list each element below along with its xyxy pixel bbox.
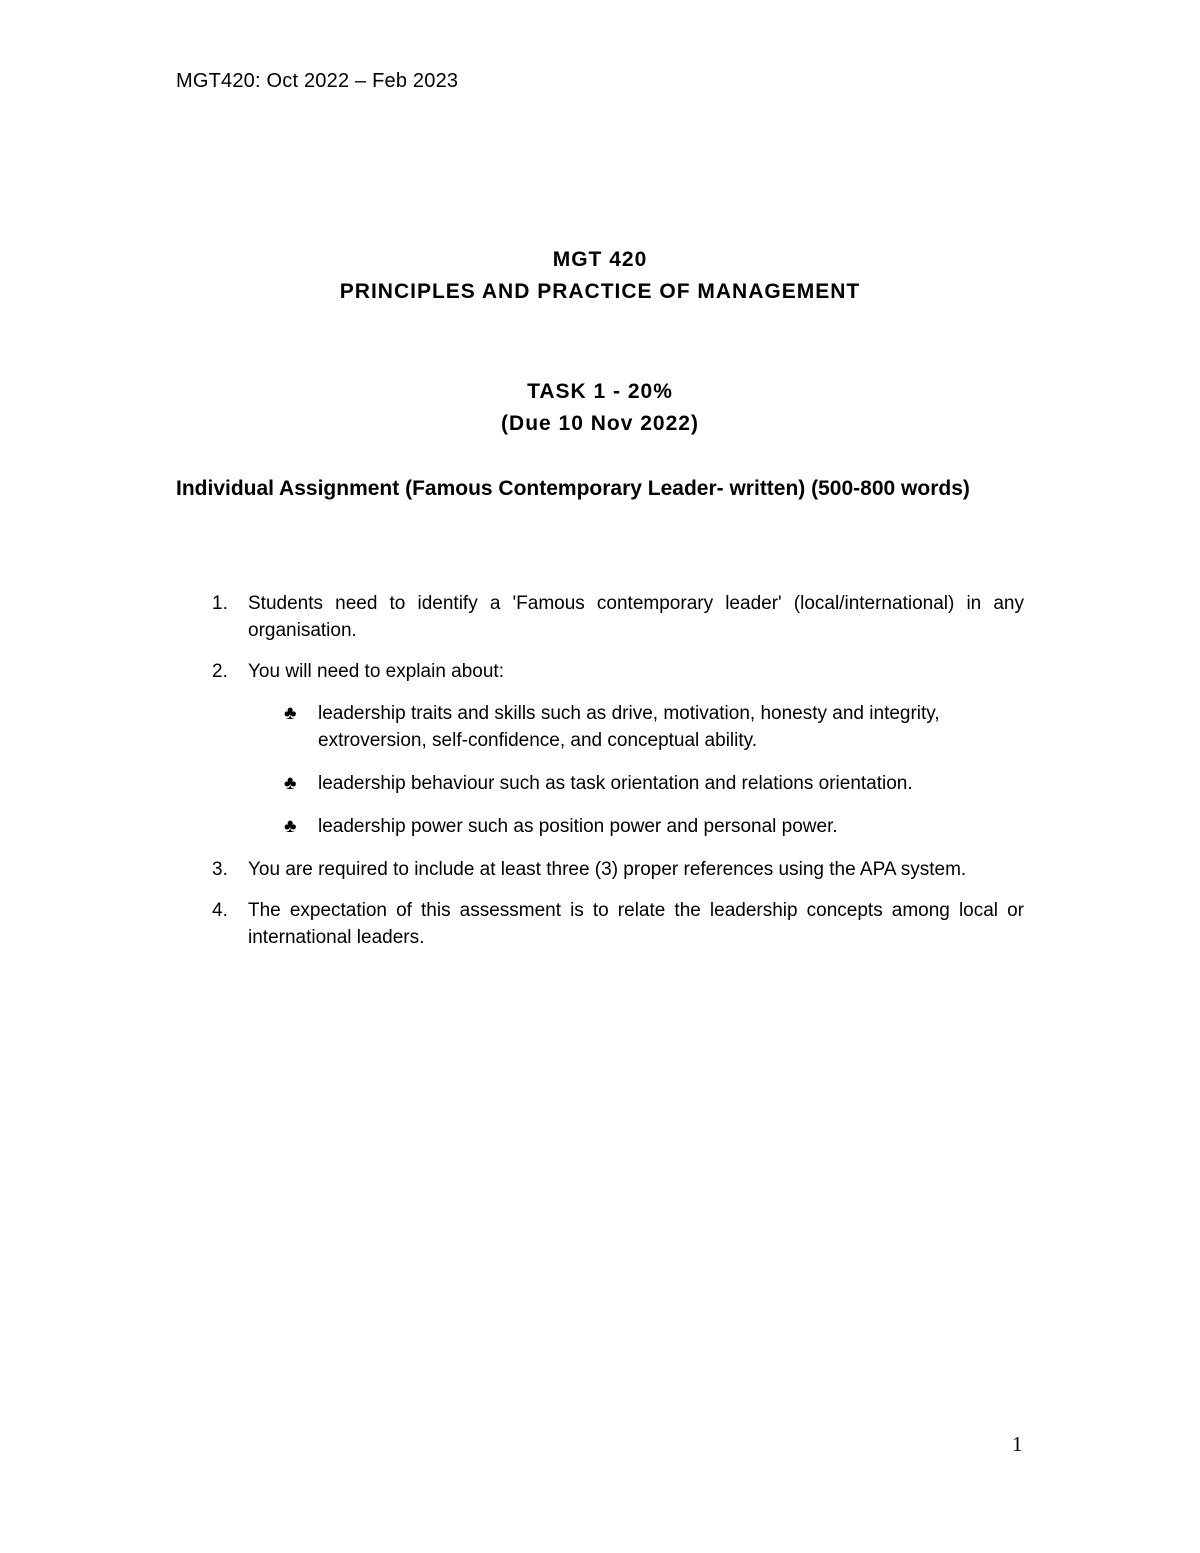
list-item — [176, 658, 1024, 840]
club-bullet-icon: ♣ — [284, 773, 297, 794]
task-title: TASK 1 - 20% — [527, 380, 673, 403]
list-item — [176, 856, 1024, 883]
assignment-title: Individual Assignment (Famous Contemporary Leader- written) (500-800 words) — [176, 477, 970, 500]
list-item-text: You will need to explain about: — [248, 661, 504, 682]
list-item — [176, 590, 1024, 644]
page-number: 1 — [1012, 1432, 1023, 1456]
list-number: 1. — [212, 593, 228, 614]
sub-list-item — [248, 770, 1024, 797]
due-date: (Due 10 Nov 2022) — [501, 412, 699, 435]
list-item-text: Students need to identify a 'Famous contemporary leader' (local/international) in any organisation. — [248, 593, 1024, 641]
list-number: 4. — [212, 900, 228, 921]
instruction-list — [176, 590, 1024, 965]
page-header: MGT420: Oct 2022 – Feb 2023 — [176, 70, 459, 92]
club-bullet-icon: ♣ — [284, 816, 297, 837]
club-bullet-icon: ♣ — [284, 703, 297, 724]
list-number: 2. — [212, 661, 228, 682]
sub-list-item-text: leadership traits and skills such as drive, motivation, honesty and integrity, extroversion, self-confidence, and conceptual ability. — [318, 703, 940, 751]
sub-list-item — [248, 700, 1024, 754]
sub-list-item — [248, 813, 1024, 840]
course-code: MGT 420 — [552, 248, 648, 271]
sub-list-item-text: leadership power such as position power and personal power. — [318, 816, 838, 837]
list-item — [176, 897, 1024, 951]
list-number: 3. — [212, 859, 228, 880]
sub-list-item-text: leadership behaviour such as task orientation and relations orientation. — [318, 773, 913, 794]
list-item-text: The expectation of this assessment is to relate the leadership concepts among local or international leaders. — [248, 900, 1024, 948]
list-item-text: You are required to include at least three (3) proper references using the APA system. — [248, 859, 967, 880]
sub-list — [248, 700, 1024, 840]
course-title: PRINCIPLES AND PRACTICE OF MANAGEMENT — [339, 280, 861, 303]
